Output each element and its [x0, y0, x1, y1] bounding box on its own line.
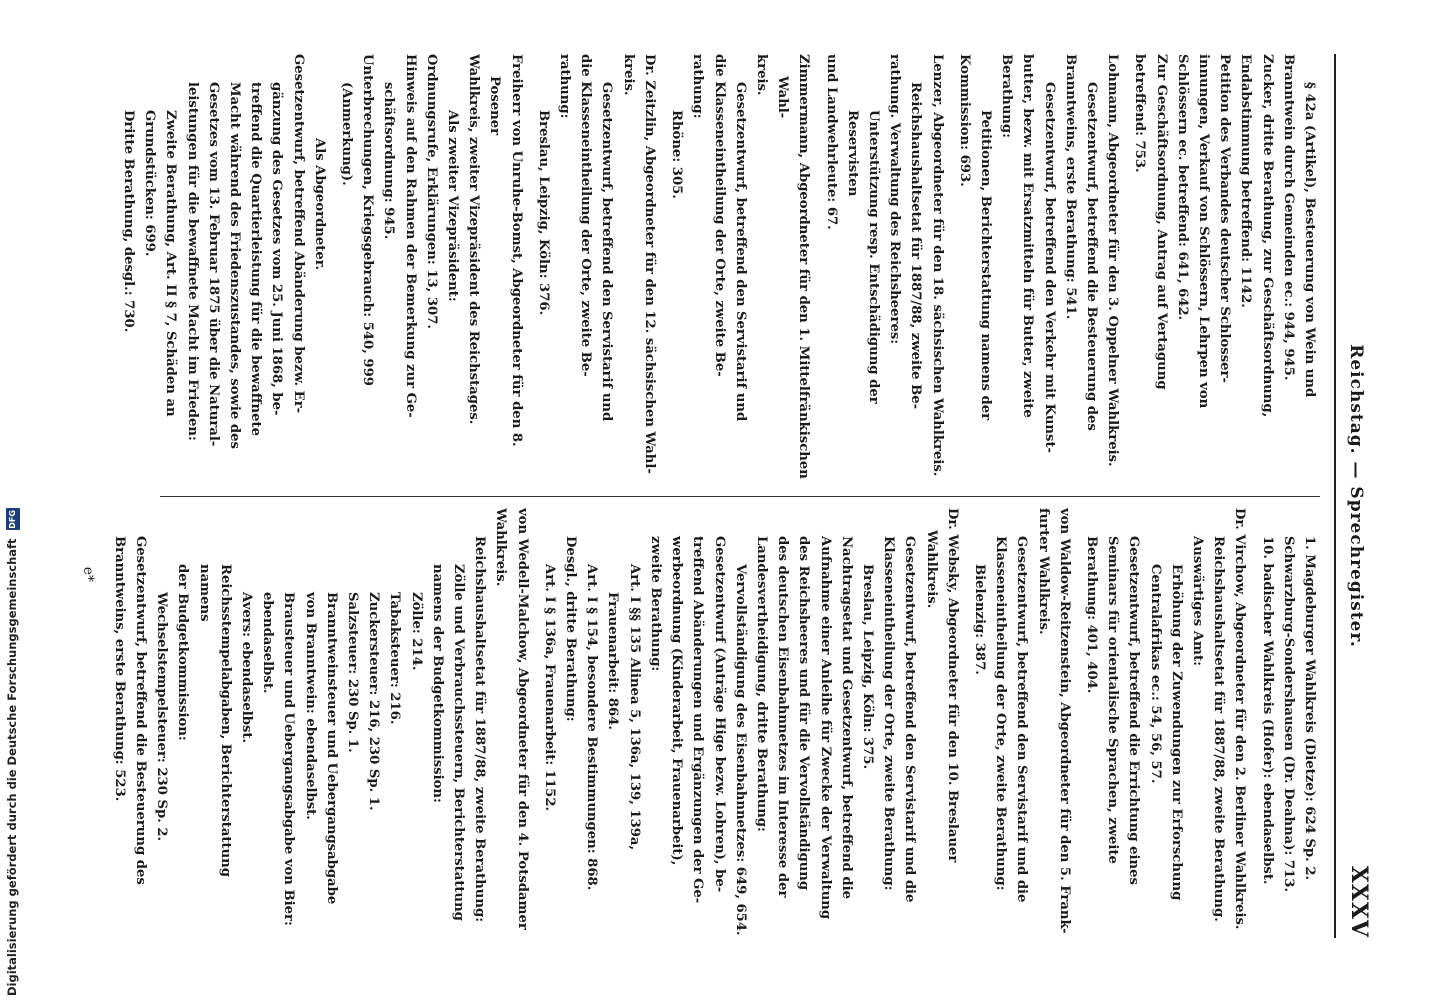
- text-line: Auswärtiges Amt:: [1189, 536, 1205, 666]
- text-line: Zölle und Verbrauchssteuern, Berichterstattung: [451, 564, 467, 921]
- digitization-note: [0, 0, 24, 1000]
- text-line: Lohmann, Abgeordneter für den 3. Oppelner Wahlkreis.: [1105, 54, 1121, 467]
- text-line: 1. Magdeburger Wahlkreis (Dietze): 624 Sp. 2.: [1302, 536, 1317, 881]
- paragraph-gap: [1075, 508, 1081, 938]
- text-line: Hinweis auf den Rahmen der Bemerkung zur Ge-: [402, 54, 418, 418]
- text-line: Reichsstempelabgaben, Berichterstattung namens: [196, 564, 233, 877]
- text-line: Wechselstempelsteuer: 230 Sp. 2.: [154, 592, 170, 842]
- printer-signature: e*: [80, 566, 96, 583]
- running-title: Reichstag. — Sprechregister.: [1346, 344, 1366, 648]
- text-line: Gesetzentwurf, betreffend den Servistarif und die: [1014, 536, 1030, 903]
- text-line: 10. badischer Wahlkreis (Hofer): ebendaselbst.: [1259, 536, 1275, 885]
- text-line: Art. I §§ 135 Alinea 5, 136a, 139, 139a,: [626, 564, 642, 851]
- text-line: Breslau, Leipzig, Köln: 376.: [535, 110, 551, 316]
- text-line: (Anmerkung).: [339, 82, 355, 186]
- text-line: von Wedell-Malchow, Abgeordneter für den 4. Potsdamer: [514, 508, 530, 930]
- text-line: Endabstimmung betreffend: 1142.: [1238, 54, 1254, 308]
- text-line: Gesetzentwurf (Anträge Hige bezw. Lohren), be-: [711, 536, 727, 893]
- text-line: der Budgetkommission:: [175, 564, 191, 741]
- text-line: Grundstücken: 699.: [142, 110, 158, 257]
- column-divider: [160, 496, 1320, 497]
- text-line: innungen, Verkauf von Schlössern, Lehrpen von: [1195, 54, 1211, 409]
- paragraph-gap: [948, 54, 954, 484]
- text-line: namens der Budgetkommission:: [429, 564, 445, 803]
- text-line: Berathung:: [999, 54, 1015, 138]
- text-line: Salzsteuer: 230 Sp. 1.: [345, 592, 361, 753]
- text-line: von Waldow-Reitzenstein, Abgeordneter für den 5. Frank-: [1056, 508, 1072, 934]
- paragraph-gap: [533, 508, 539, 938]
- text-line: werbeordnung (Kinderarbeit, Frauenarbeit),: [669, 536, 685, 866]
- text-line: des deutschen Eisenbahnnetzes im Interesse der: [775, 536, 791, 898]
- text-line: Kommission: 693.: [956, 54, 972, 187]
- text-line: Zimmermann, Abgeordneter für den 1. Mittelfränkischen Wahl-: [775, 54, 812, 479]
- text-line: Rhöne: 305.: [669, 110, 685, 199]
- text-line: Bielenzig: 387.: [971, 564, 987, 675]
- text-line: Ordnungsrufe, Erklärungen: 13, 307.: [423, 54, 439, 329]
- right-column: [110, 508, 1320, 938]
- text-line: leistungen für die bewaffnete Macht im Frieden:: [184, 82, 200, 441]
- text-line: Erhöhung der Zuwendungen zur Erforschung: [1168, 564, 1184, 901]
- text-line: treffend Abänderungen und Ergänzungen der Ge-: [690, 536, 706, 904]
- text-line: Dritte Berathung, desgl.: 730.: [121, 110, 137, 333]
- text-line: Frauenarbeit: 864.: [605, 592, 621, 730]
- text-line: Centralafrikas ec.: 54, 56, 57.: [1147, 564, 1163, 784]
- text-line: Klasseneintheilung der Orte, zweite Berathung:: [993, 536, 1009, 891]
- text-line: kreis.: [753, 54, 769, 96]
- text-line: des Reichsheeres und für die Vervollständigung: [796, 536, 812, 891]
- paragraph-gap: [963, 508, 969, 938]
- text-line: Breslau, Leipzig, Köln: 375.: [859, 564, 875, 770]
- text-line: Gesetzentwurf, betreffend die Besteuerung des: [133, 536, 149, 885]
- text-line: Gesetzentwurf, betreffend die Besteuerung des: [1083, 82, 1099, 431]
- text-line: Zur Geschäftsordnung, Antrag auf Vertagung: [1153, 54, 1169, 390]
- text-line: Aufnahme einer Anleihe für Zwecke der Verwaltung: [817, 536, 833, 920]
- text-line: Zucker, dritte Berathung, zur Geschäftsordnung,: [1259, 54, 1275, 418]
- text-line: Berathung: 401, 404.: [1083, 536, 1099, 694]
- page-header: [1338, 54, 1372, 938]
- text-line: Art. I § 154, besondere Bestimmungen: 868.: [584, 564, 600, 891]
- text-line: [110, 54, 112, 484]
- left-column: [110, 54, 1320, 484]
- text-line: Nachtragsetat und Gesetzentwurf, betreffend die: [838, 536, 854, 899]
- text-line: Branntweins, erste Berathung: 541.: [1062, 54, 1078, 320]
- text-line: von Branntwein: ebendaselbst.: [302, 592, 318, 820]
- text-line: Gesetzentwurf, betreffend Abänderung bezw. Er-: [290, 54, 306, 414]
- text-line: Gesetzentwurf, betreffend den Servistarif und die: [902, 536, 918, 903]
- text-line: schäftsordnung: 945.: [381, 82, 397, 240]
- text-line: Wahlkreis, zweiter Vizepräsident des Reichstages.: [466, 54, 482, 425]
- text-line: Dr. Websky, Abgeordneter für den 10. Breslauer Wahlkreis.: [923, 508, 960, 863]
- text-line: Desgl., dritte Berathung:: [563, 536, 579, 722]
- text-line: rathung:: [690, 54, 706, 119]
- text-line: Dr. Zeitzlin, Abgeordneter für den 12. sächsischen Wahl-: [641, 54, 657, 474]
- text-line: Zölle: 214.: [408, 592, 424, 671]
- text-line: § 42a (Artikel), Besteuerung von Wein und: [1302, 82, 1317, 398]
- text-line: furter Wahlkreis.: [1035, 508, 1051, 635]
- text-line: die Klasseneintheilung der Orte, zweite Be-: [578, 54, 594, 377]
- text-line: rathung:: [557, 54, 573, 119]
- text-line: Wahlkreis.: [493, 508, 509, 587]
- text-line: Gesetzentwurf, betreffend den Verkehr mit Kunst-: [1041, 82, 1057, 454]
- text-line: Tabaksteuer: 216.: [387, 592, 403, 725]
- text-line: und Landwehrleute: 67.: [823, 54, 839, 230]
- text-line: ebendaselbst.: [260, 592, 276, 694]
- text-line: Branntweins, erste Berathung: 523.: [111, 536, 127, 802]
- text-line: Petitionen, Berichterstattung namens der: [977, 110, 993, 421]
- page-footer: [74, 54, 96, 938]
- text-line: Schwarzburg-Sondershausen (Dr. Deahna): 713.: [1280, 536, 1296, 893]
- text-line: Macht während des Friedenszustandes, sowie des: [227, 82, 243, 449]
- header-rule: [1334, 54, 1336, 938]
- text-line: Als zweiter Vizepräsident:: [445, 110, 461, 302]
- text-line: Zweite Berathung, Art. II § 7, Schäden an: [163, 110, 179, 417]
- text-line: Art. I § 136a, Frauenarbeit: 1152.: [541, 564, 557, 812]
- text-line: gänzung des Gesetzes vom 25. Juni 1868, be-: [269, 82, 285, 416]
- text-line: Reichshaushaltsetat für 1887/88, zweite Berathung:: [472, 536, 488, 923]
- text-line: Seminars für orientalische Sprachen, zweite: [1105, 536, 1121, 864]
- page-number: XXXV: [1346, 865, 1372, 938]
- text-line: butter, bezw. mit Ersatzmitteln für Butter, zweite: [1020, 54, 1036, 418]
- text-line: Unterbrechungen, Kriegsgebrauch: 540, 999: [360, 54, 376, 386]
- text-line: Als Abgeordneter.: [311, 138, 327, 271]
- text-line: Zuckersteuer: 216, 230 Sp. 1.: [366, 592, 382, 811]
- text-line: kreis.: [620, 54, 636, 96]
- text-line: Brausteuer und Uebergangsabgabe von Bier:: [281, 592, 297, 926]
- text-line: Landesvertheidigung, dritte Berathung:: [753, 536, 769, 832]
- dfg-logo: DFG: [6, 508, 20, 530]
- text-line: Freiherr von Unruhe-Bomst, Abgeordneter für den 8. Posener: [487, 54, 524, 447]
- text-line: Reichshaushaltsetat für 1887/88, zweite Be-: [908, 82, 924, 410]
- text-line: rathung. Verwaltung des Reichsheeres:: [887, 54, 903, 345]
- text-line: Avers: ebendaselbst.: [239, 592, 255, 744]
- text-line: betreffend: 753.: [1132, 54, 1148, 173]
- text-line: Vervollständigung des Eisenbahnnetzes: 649, 654.: [732, 564, 748, 936]
- text-line: Gesetzes vom 13. Februar 1875 über die Natural-: [205, 82, 221, 447]
- text-line: Reichshaushaltsetat für 1887/88, zweite Berathung.: [1211, 536, 1227, 922]
- rotated-document-page: [46, 30, 1386, 970]
- text-line: treffend die Quartierleistung für die bewaffnete: [248, 82, 264, 436]
- digitization-text: Digitalisierung gefördert durch die Deutsche Forschungsgemeinschaft: [5, 538, 19, 996]
- paragraph-gap: [330, 54, 336, 484]
- paragraph-gap: [112, 54, 118, 484]
- text-line: Unterstützung resp. Entschädigung der Reservisten: [844, 110, 881, 404]
- text-line: Lenzer, Abgeordneter für den 18. sächsischen Wahlkreis.: [929, 54, 945, 477]
- paragraph-gap: [527, 54, 533, 484]
- text-line: Gesetzentwurf, betreffend den Servistarif und: [732, 82, 748, 422]
- text-line: die Klasseneintheilung der Orte, zweite Be-: [711, 54, 727, 377]
- text-line: Klasseneintheilung der Orte, zweite Berathung:: [881, 536, 897, 891]
- text-line: zweite Berathung:: [647, 536, 663, 672]
- text-line: Branntwein durch Gemeinden ec.: 944, 945.: [1280, 54, 1296, 381]
- text-line: Dr. Virchow, Abgeordneter für den 2. Berliner Wahlkreis.: [1232, 508, 1248, 930]
- text-line: Petition des Verbandes deutscher Schlosser-: [1217, 54, 1233, 383]
- text-line: Branntweinsteuer und Uebergangsabgabe: [323, 592, 339, 905]
- text-line: Gesetzentwurf, betreffend die Errichtung eines: [1126, 536, 1142, 885]
- text-line: Gesetzentwurf, betreffend den Servistarif und: [599, 82, 615, 422]
- text-line: Schlössern ec. betreffend: 641, 642.: [1174, 54, 1190, 321]
